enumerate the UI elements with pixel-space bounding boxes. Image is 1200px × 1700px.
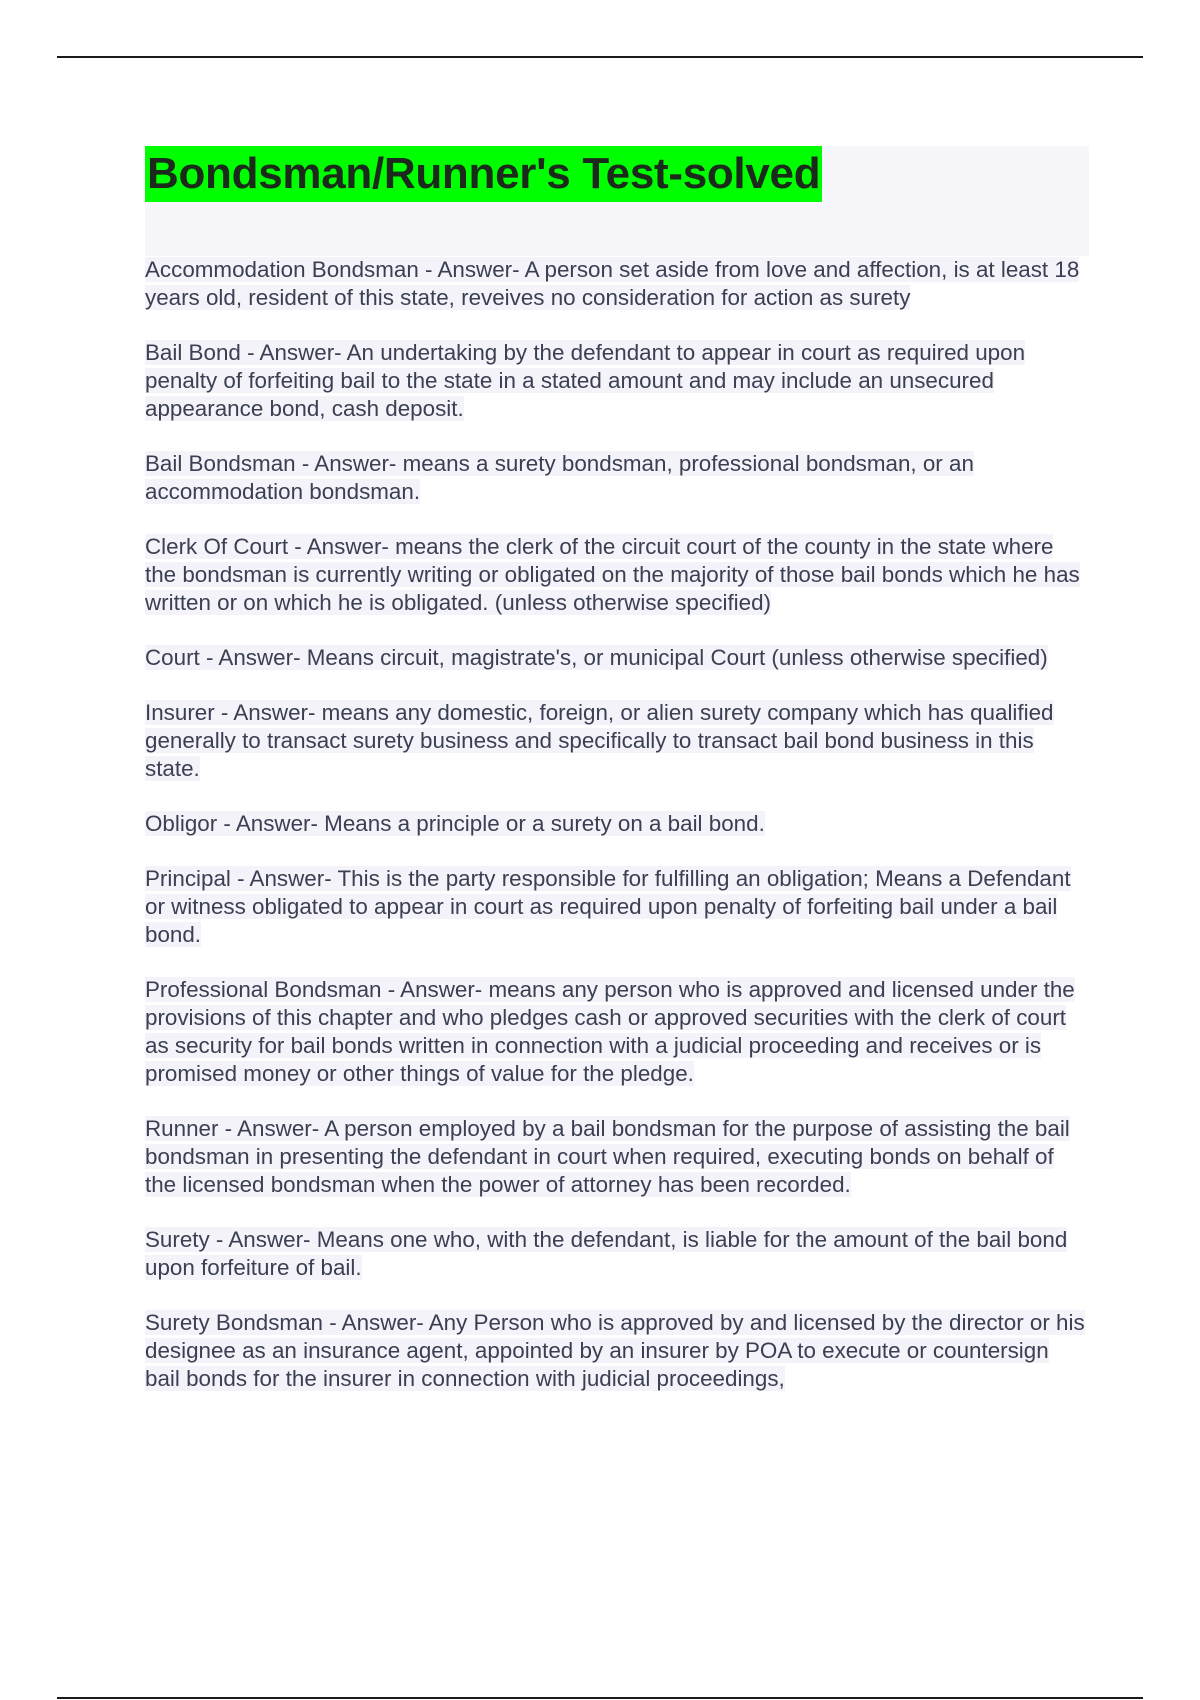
definition-entry-bail-bond <box>145 339 1085 423</box>
definition-text: Professional Bondsman - Answer- means any person who is approved and licensed under the provisions of this chapter and who pledges cash or approved securities with the clerk of court as security for bail bonds written in connection with a judicial proceeding and receives or is promised money or other things of value for the pledge. <box>145 977 1075 1086</box>
definition-text: Bail Bondsman - Answer- means a surety bondsman, professional bondsman, or an accommodation bondsman. <box>145 451 974 504</box>
definition-text: Accommodation Bondsman - Answer- A person set aside from love and affection, is at least 18 years old, resident of this state, reveives no consideration for action as surety <box>145 257 1080 310</box>
definition-text: Surety - Answer- Means one who, with the defendant, is liable for the amount of the bail bond upon forfeiture of bail. <box>145 1227 1068 1280</box>
definition-text: Bail Bond - Answer- An undertaking by the defendant to appear in court as required upon penalty of forfeiting bail to the state in a stated amount and may include an unsecured appearance bond, cash deposit. <box>145 340 1026 421</box>
definition-text: Surety Bondsman - Answer- Any Person who is approved by and licensed by the director or his designee as an insurance agent, appointed by an insurer by POA to execute or countersign bail bonds for the insurer in connection with judicial proceedings, <box>145 1310 1085 1391</box>
top-rule <box>57 56 1143 58</box>
definition-text: Clerk Of Court - Answer- means the clerk of the circuit court of the county in the state where the bondsman is currently writing or obligated on the majority of those bail bonds which he has written or on which he is obligated. (unless otherwise specified) <box>145 534 1080 615</box>
definition-text: Insurer - Answer- means any domestic, foreign, or alien surety company which has qualified generally to transact surety business and specifically to transact bail bond business in this state. <box>145 700 1054 781</box>
definition-text: Runner - Answer- A person employed by a bail bondsman for the purpose of assisting the bail bondsman in presenting the defendant in court when required, executing bonds on behalf of the licensed bondsman when the power of attorney has been recorded. <box>145 1116 1070 1197</box>
definition-entry-obligor <box>145 810 1085 838</box>
definition-entry-accommodation-bondsman <box>145 256 1085 312</box>
definition-entry-surety-bondsman <box>145 1309 1085 1393</box>
definition-list <box>145 256 1085 1420</box>
definition-text: Principal - Answer- This is the party responsible for fulfilling an obligation; Means a Defendant or witness obligated to appear in court as required upon penalty of forfeiting bail under a bail bond. <box>145 866 1071 947</box>
definition-entry-runner <box>145 1115 1085 1199</box>
definition-entry-professional-bondsman <box>145 976 1085 1088</box>
definition-entry-clerk-of-court <box>145 533 1085 617</box>
definition-entry-surety <box>145 1226 1085 1282</box>
definition-entry-principal <box>145 865 1085 949</box>
definition-text: Court - Answer- Means circuit, magistrate's, or municipal Court (unless otherwise specified) <box>145 645 1048 670</box>
definition-entry-court <box>145 644 1085 672</box>
definition-entry-insurer <box>145 699 1085 783</box>
definition-entry-bail-bondsman <box>145 450 1085 506</box>
definition-text: Obligor - Answer- Means a principle or a surety on a bail bond. <box>145 811 765 836</box>
bottom-rule <box>57 1697 1143 1699</box>
document-title: Bondsman/Runner's Test-solved <box>145 146 822 202</box>
